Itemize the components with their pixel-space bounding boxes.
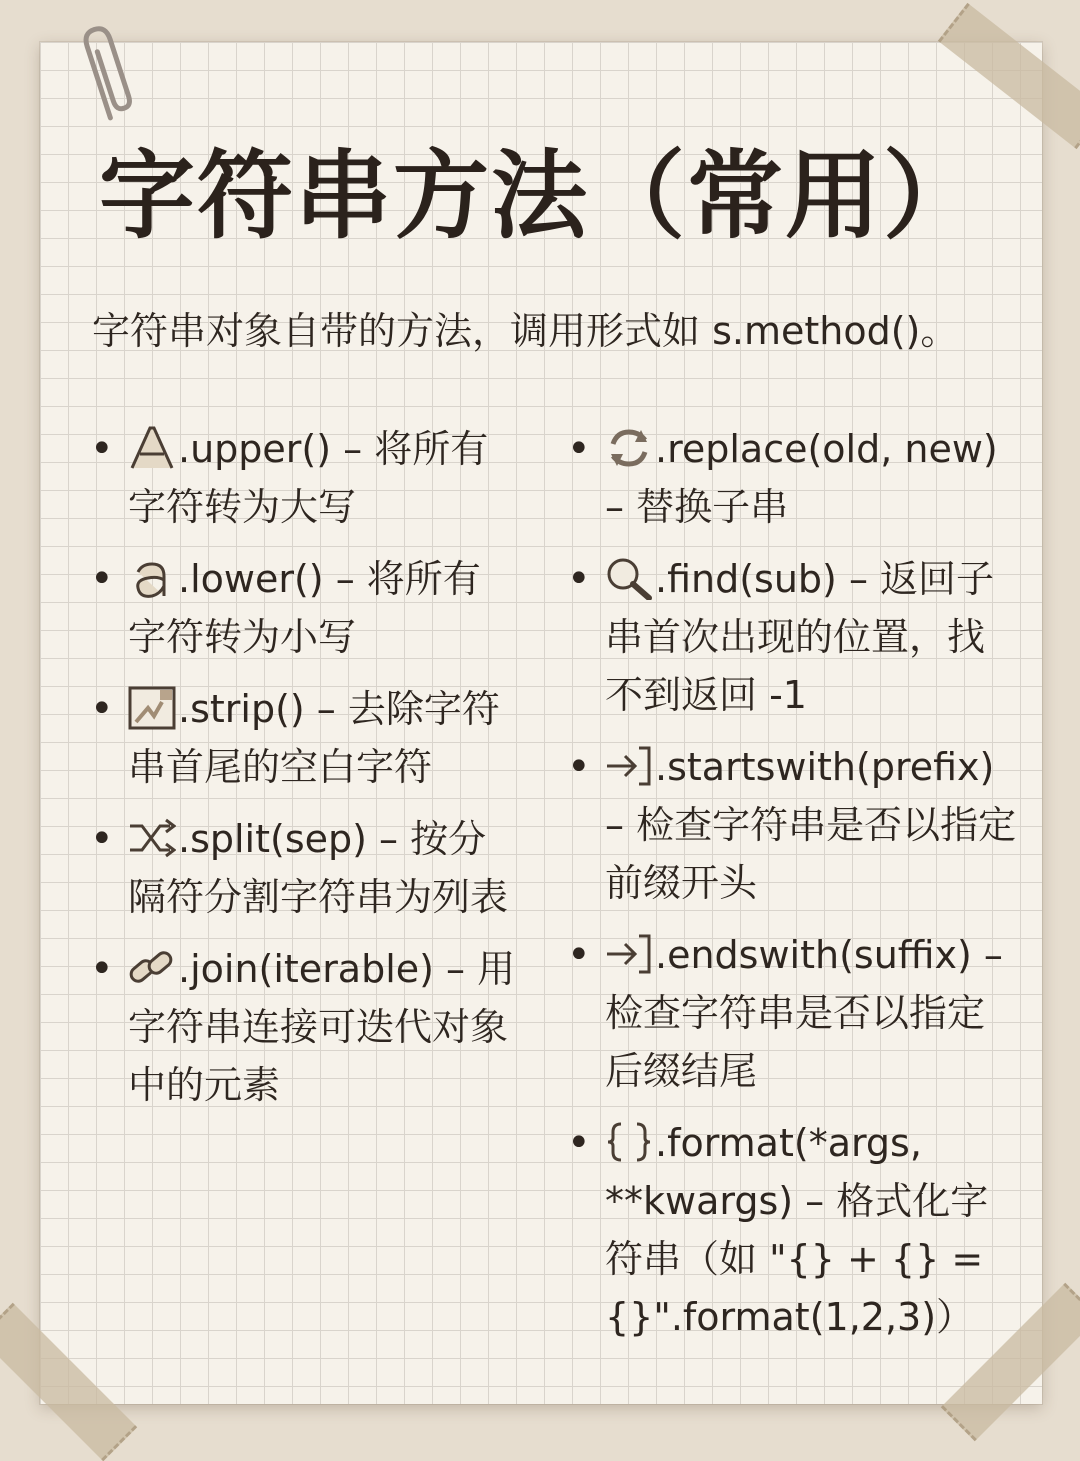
arrow-into-icon [605, 744, 653, 788]
strip-icon [128, 686, 176, 730]
link-icon [128, 946, 176, 990]
list-item [565, 550, 1020, 724]
bullet: • [90, 426, 114, 472]
item-text: .format(*args, **kwargs) – 格式化字符串（如 "{} + {} = {}".format(1,2,3)） [605, 1121, 989, 1339]
bullet: • [90, 686, 114, 732]
list-item [88, 420, 518, 536]
item-text: .find(sub) – 返回子串首次出现的位置，找不到返回 -1 [605, 557, 995, 717]
item-text: .join(iterable) – 用字符串连接可迭代对象中的元素 [128, 947, 516, 1107]
uppercase-a-icon [128, 426, 176, 470]
item-text: .endswith(suffix) – 检查字符串是否以指定后缀结尾 [605, 933, 1003, 1093]
item-text: .startswith(prefix) – 检查字符串是否以指定前缀开头 [605, 745, 1017, 905]
list-item [565, 1114, 1020, 1346]
bullet: • [90, 946, 114, 992]
page-title: 字符串方法（常用） [99, 140, 981, 252]
bullet: • [567, 426, 591, 472]
list-item [88, 810, 518, 926]
arrow-into-icon [605, 932, 653, 976]
page-subtitle: 字符串对象自带的方法，调用形式如 s.method()。 [92, 309, 959, 353]
braces-icon [605, 1120, 653, 1164]
list-item [88, 940, 518, 1114]
bullet: • [567, 1120, 591, 1166]
item-text: .lower() – 将所有字符转为小写 [128, 557, 481, 659]
left-method-list [88, 420, 518, 1128]
bullet: • [90, 816, 114, 862]
item-text: .upper() – 将所有字符转为大写 [128, 427, 489, 529]
item-text: .replace(old, new) – 替换子串 [605, 427, 998, 529]
bullet: • [567, 556, 591, 602]
shuffle-icon [128, 816, 176, 860]
right-method-list [565, 420, 1020, 1360]
refresh-icon [605, 426, 653, 470]
list-item [565, 420, 1020, 536]
item-text: .strip() – 去除字符串首尾的空白字符 [128, 687, 500, 789]
list-item [565, 926, 1020, 1100]
list-item [88, 680, 518, 796]
item-text: .split(sep) – 按分隔符分割字符串为列表 [128, 817, 509, 919]
lowercase-a-icon [128, 556, 176, 600]
list-item [565, 738, 1020, 912]
magnifier-icon [605, 556, 653, 600]
paperclip-icon [76, 22, 136, 126]
bullet: • [567, 744, 591, 790]
bullet: • [567, 932, 591, 978]
bullet: • [90, 556, 114, 602]
list-item [88, 550, 518, 666]
